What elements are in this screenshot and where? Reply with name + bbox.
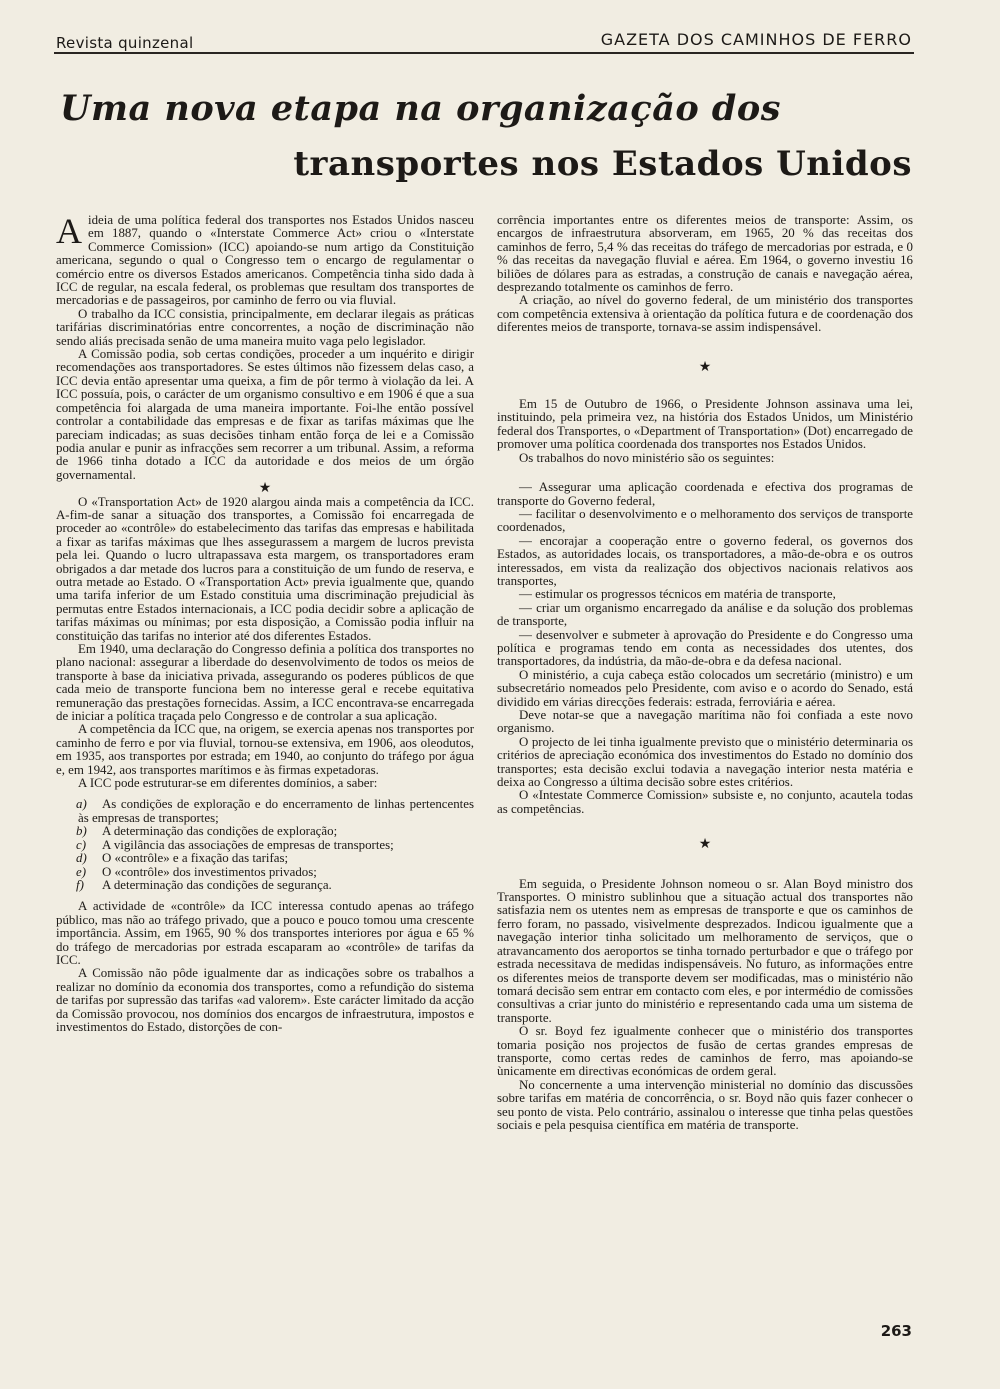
drop-cap: A [56, 211, 82, 251]
paragraph-text: ideia de uma política federal dos transportes nos Estados Unidos nasceu em 1887, quando o «Interstate Commerce Act» criou o «Interstate Commerce Comission» (ICC) apoiando-se num artigo da Constituição americana, segundo o qual o Congresso tem o encargo de regulamentar o comércio entre os diversos Estados americanos. Competência tinha sido dada à ICC de regular, na escala federal, os problemas que resultam dos transportes de mercadorias e de passageiros, por caminho de ferro ou via fluvial. [56, 213, 474, 308]
list-item: — desenvolver e submeter à aprovação do Presidente e do Congresso uma política e programas tendo em conta as necessidades dos utentes, dos transportadores, da indústria, da mão-de-obra e da defesa nacional. [497, 627, 913, 669]
paragraph: O ministério, a cuja cabeça estão colocados um secretário (ministro) e um subsecretário nomeados pelo Presidente, com aviso e o acordo do Senado, está dividido em várias direcções federais: estrada, ferroviária e aérea. [497, 667, 913, 709]
paragraph: A Comissão não pôde igualmente dar as indicações sobre os trabalhos a realizar no domínio da economia dos transportes, como a refundição do sistema de tarifas por supressão das tarifas «ad valorem». Este carácter limitado da acção da Comissão provocou, nos domínios dos encargos de infraestrutura, impostos e investimentos do Estado, distorções de con- [56, 966, 474, 1034]
paragraph: corrência importantes entre os diferentes meios de transporte: Assim, os encargos de infraestrutura absorveram, em 1965, 20 % das receitas dos caminhos de ferro, 5,4 % das receitas do tráfego de mercadorias por estrada, e 0 % das receitas da navegação fluvial e aérea. Em 1964, o governo investiu 16 biliões de dólares para as estradas, a construção de canais e navegação aérea, desprezando totalmente os caminhos de ferro. [497, 213, 913, 295]
list-item: — facilitar o desenvolvimento e o melhoramento dos serviços de transporte coordenados, [497, 506, 913, 535]
star-separator-icon: ★ [258, 481, 272, 497]
paragraph: Em 1940, uma declaração do Congresso definia a política dos transportes no plano nacional: assegurar a liberdade do desenvolvimento de todos os meios de transporte à base da iniciativa privada, assegurando os poderes públicos de que cada meio de transporte funciona bem no interesse geral e recebe equitativa remuneração das prestações fornecidas. Assim, a ICC encontrava-se encarregada de iniciar a política traçada pelo Congresso e de controlar a sua aplicação. [56, 642, 474, 724]
list-item-text: A determinação das condições de exploração; [102, 824, 338, 839]
paragraph: A criação, ao nível do governo federal, de um ministério dos transportes com competência extensiva à orientação da política futura e de coordenação dos diferentes meios de transporte, tornava-se assim indispensável. [497, 293, 913, 335]
list-item: — Assegurar uma aplicação coordenada e efectiva dos programas de transporte do Governo federal, [497, 480, 913, 508]
list-item-text: As condições de exploração e do encerramento de linhas pertencentes às empresas de transportes; [78, 797, 474, 825]
list-item-label: f) [76, 877, 84, 892]
list-item [56, 798, 474, 825]
list-item: — estimular os progressos técnicos em matéria de transporte, [519, 587, 836, 602]
list-item [56, 839, 474, 852]
star-separator-icon: ★ [698, 359, 712, 375]
left-column [56, 211, 474, 1034]
ministry-tasks-list [497, 481, 913, 669]
paragraph: A ICC pode estruturar-se em diferentes domínios, a saber: [78, 776, 378, 791]
list-item-label: e) [76, 864, 87, 879]
paragraph [56, 211, 474, 308]
list-item [56, 866, 474, 879]
paragraph: A competência da ICC que, na origem, se exercia apenas nos transportes por caminho de ferro e por via fluvial, tornou-se extensiva, em 1906, aos oleodutos, em 1935, aos transportes por estrada; em 1940, ao conjunto do tráfego por água e, em 1942, aos transportes marítimos e às firmas expetadoras. [56, 722, 474, 777]
paragraph: No concernente a uma intervenção ministerial no domínio das discussões sobre tarifas em matéria de concorrência, o sr. Boyd não quis fazer conhecer o seu ponto de vista. Pelo contrário, assinalou o interesse que tinha pelas questões sociais e pela pesquisa científica em matéria de transporte. [497, 1077, 913, 1132]
header-publication-frequency: Revista quinzenal [56, 34, 194, 52]
list-item-label: d) [76, 851, 87, 866]
list-item [56, 879, 474, 892]
article-title-line-2: transportes nos Estados Unidos [293, 144, 912, 184]
list-item-text: O «contrôle» dos investimentos privados; [102, 864, 317, 879]
paragraph: O trabalho da ICC consistia, principalmente, em declarar ilegais as práticas tarifárias discriminatórias entre concorrentes, a noção de discriminação não sendo aliás precisada senão de uma maneira muito vaga pelo legislador. [56, 306, 474, 348]
list-item: — encorajar a cooperação entre o governo federal, os governos dos Estados, as autoridades locais, os transportadores, a mão-de-obra e os outros interessados, em vista da realização dos objectivos nacionais relativos aos transportes, [497, 533, 913, 588]
page-number: 263 [880, 1322, 912, 1340]
list-item-label: b) [76, 824, 87, 839]
header-rule [54, 52, 914, 54]
paragraph: A Comissão podia, sob certas condições, proceder a um inquérito e dirigir recomendações aos transportadores. Se estes últimos não fizessem delas caso, a ICC devia então apresentar uma queixa, a fim de pôr termo à violação da lei. A ICC possuía, pois, o carácter de um organismo consultivo e em 1906 é que a sua competência foi alargada de uma maneira importante. Foi-lhe então possível controlar a contabilidade das empresas e de fixar as tarifas máximas que lhe pareciam indicadas; as suas decisões tinham então força de lei e a Comissão podia anular e punir as infracções sem recorrer a um tribunal. Assim, a reforma de 1966 tinha dotado a ICC da autoridade e dos meios de um órgão governamental. [56, 347, 474, 482]
paragraph: A actividade de «contrôle» da ICC interessa contudo apenas ao tráfego público, mas não ao tráfego privado, que a pouco e pouco tomou uma crescente importância. Assim, em 1965, 90 % dos transportes interiores por água e 65 % do tráfego de mercadorias por estrada escaparam ao «contrôle» de tarifas da ICC. [56, 899, 474, 967]
paragraph: O «Transportation Act» de 1920 alargou ainda mais a competência da ICC. A-fim-de sanar a situação dos transportes, a Comissão foi encarregada de proceder ao «contrôle» do estabelecimento das tarifas das empresas e habilitada a fixar as tarifas máximas que lhes assegurassem a margem de lucros prevista pela lei. Quando o lucro ultrapassava esta margem, os transportadores eram obrigados a dar metade dos lucros para a constituição de um fundo de reserva, e outra metade ao Estado. O «Transportation Act» previa igualmente que, quando uma tarifa inferior de um Estado constituia uma discriminação prejudicial às permutas entre Estados internacionais, a ICC podia decidir sobre a aplicação de tarifas máximas ou mínimas; por esta disposição, a Comissão podia influir na constituição das tarifas no interior até dos diferentes Estados. [56, 494, 474, 643]
list-item-label: c) [76, 837, 87, 852]
paragraph: O projecto de lei tinha igualmente previsto que o ministério determinaria os critérios de apreciação económica dos investimentos do Estado no domínio dos transportes; esta decisão exclui todavia a navegação interior nesta matéria e deixa ao Congresso a última decisão sobre estes critérios. [497, 734, 913, 790]
header-magazine-name: GAZETA DOS CAMINHOS DE FERRO [600, 30, 912, 49]
paragraph: O «Intestate Commerce Comission» subsiste e, no conjunto, acautela todas as competências. [497, 788, 913, 816]
article-title-line-1: Uma nova etapa na organização dos [60, 88, 781, 129]
paragraph: Em seguida, o Presidente Johnson nomeou o sr. Alan Boyd ministro dos Transportes. O ministro sublinhou que a situação actual dos transportes não satisfazia nem os utentes nem as empresas de transporte e que os caminhos de ferro foram, no passado, visìvelmente desprezados. Indicou igualmente que a navegação interior tinha solicitado um melhoramento de serviços, que o atravancamento dos aeroportos se tinha tornado perturbador e que o tráfego por estrada necessitava de medidas indispensáveis. No futuro, as informações entre os diferentes meios de transporte devem ser modificadas, mas o ministério não tomará decisão sem entrar em contacto com eles, e por intermédio de comissões consultivas a criar junto do ministério e representando cada uma um sistema de transporte. [497, 876, 913, 1025]
paragraph: O sr. Boyd fez igualmente conhecer que o ministério dos transportes tomaria posição nos projectos de fusão de certas grandes empresas de transporte, como certas redes de caminhos de ferro, mas apoiando-se ùnicamente em directivas económicas de ordem geral. [497, 1024, 913, 1079]
list-item: — criar um organismo encarregado da análise e da solução dos problemas de transporte, [497, 600, 913, 629]
paragraph: Os trabalhos do novo ministério são os seguintes: [519, 450, 775, 465]
paragraph: Em 15 de Outubro de 1966, o Presidente Johnson assinava uma lei, instituindo, pela primeira vez, na história dos Estados Unidos, um Ministério federal dos Transportes, o «Department of Transportation» (Dot) encarregado de promover uma política coordenada dos transportes nos Estados Unidos. [497, 397, 913, 452]
paragraph: Deve notar-se que a navegação marítima não foi confiada a este novo organismo. [497, 708, 913, 736]
list-item [56, 825, 474, 838]
list-item-label: a) [76, 797, 87, 812]
list-item-text: A vigilância das associações de empresas de transportes; [102, 837, 394, 852]
list-item [56, 852, 474, 865]
list-item-text: A determinação das condições de segurança. [102, 877, 332, 892]
star-separator-icon: ★ [698, 837, 712, 853]
domains-list [56, 798, 474, 892]
right-column [497, 214, 913, 1132]
list-item-text: O «contrôle» e a fixação das tarifas; [102, 851, 289, 866]
